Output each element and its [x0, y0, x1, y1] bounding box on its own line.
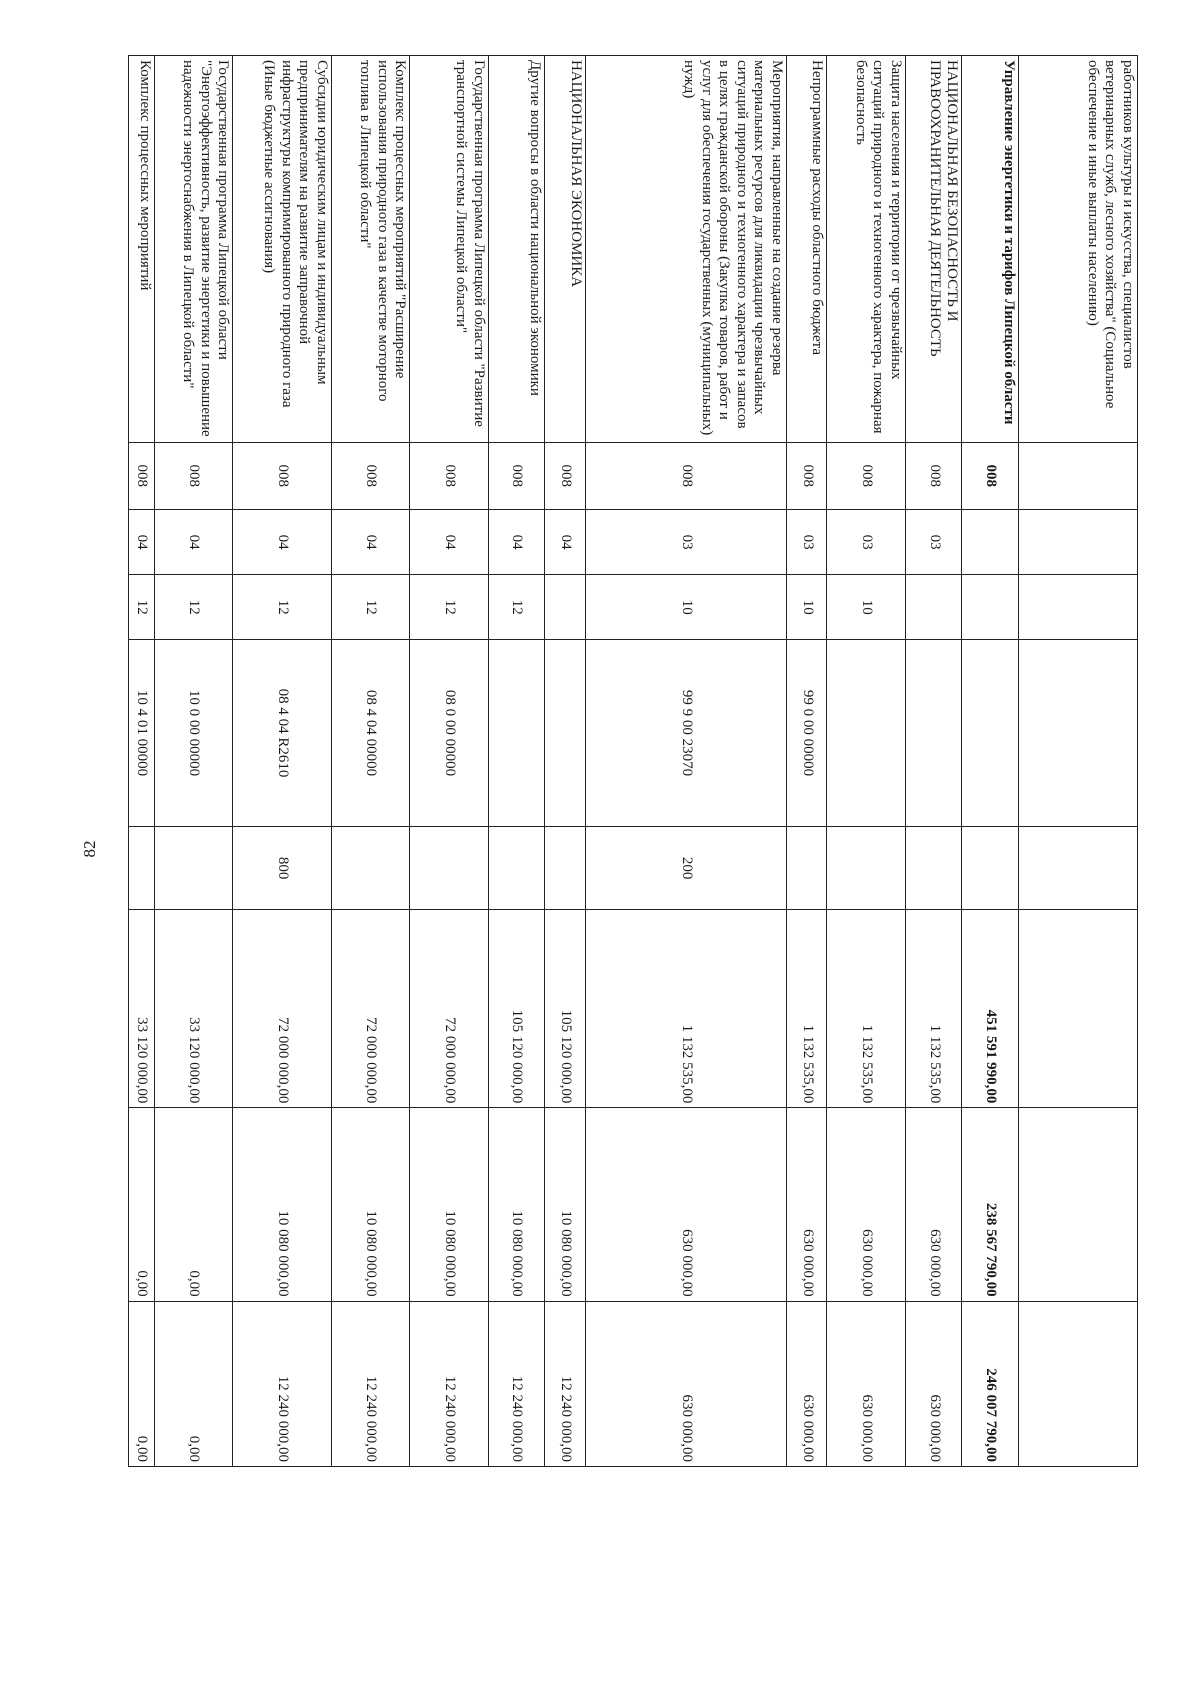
- subsection-code-cell: 12: [331, 575, 410, 640]
- section-code-cell: 04: [129, 510, 155, 575]
- amount-year2-cell: 238 567 790,00: [962, 1108, 1018, 1301]
- expense-type-cell: [1018, 826, 1137, 910]
- gr-code-cell: 008: [331, 442, 410, 510]
- amount-year2-cell: 630 000,00: [906, 1108, 962, 1301]
- table-row: [331, 56, 410, 1467]
- subsection-code-cell: 10: [585, 575, 786, 640]
- amount-year3-cell: 12 240 000,00: [488, 1301, 544, 1466]
- expense-type-cell: [545, 826, 586, 910]
- target-article-cell: 08 4 04 00000: [331, 640, 410, 826]
- page-number: 82: [80, 840, 99, 858]
- amount-year3-cell: 630 000,00: [585, 1301, 786, 1466]
- section-code-cell: 03: [585, 510, 786, 575]
- item-name-cell: Субсидии юридическим лицам и индивидуальным предпринимателям на развитие заправочной инфраструктуры компримированного природного газа (Иные бюджетные ассигнования): [233, 56, 331, 443]
- amount-year2-cell: 10 080 000,00: [233, 1108, 331, 1301]
- target-article-cell: 99 9 00 23070: [585, 640, 786, 826]
- subsection-code-cell: [1018, 575, 1137, 640]
- item-name-cell: НАЦИОНАЛЬНАЯ БЕЗОПАСНОСТЬ И ПРАВООХРАНИТЕЛЬНАЯ ДЕЯТЕЛЬНОСТЬ: [906, 56, 962, 443]
- subsection-code-cell: [906, 575, 962, 640]
- amount-year1-cell: 72 000 000,00: [410, 910, 489, 1108]
- expense-type-cell: [906, 826, 962, 910]
- section-code-cell: 04: [545, 510, 586, 575]
- rotated-page-content: [128, 55, 1138, 1467]
- gr-code-cell: [1018, 442, 1137, 510]
- amount-year1-cell: [1018, 910, 1137, 1108]
- amount-year3-cell: 630 000,00: [827, 1301, 906, 1466]
- amount-year1-cell: 1 132 535,00: [585, 910, 786, 1108]
- amount-year3-cell: 630 000,00: [906, 1301, 962, 1466]
- subsection-code-cell: 12: [488, 575, 544, 640]
- table-row: [827, 56, 906, 1467]
- gr-code-cell: 008: [585, 442, 786, 510]
- expense-type-cell: [786, 826, 827, 910]
- item-name-cell: Комплекс процессных мероприятий "Расширение использования природного газа в качестве моторного топлива в Липецкой области": [331, 56, 410, 443]
- subsection-code-cell: 12: [129, 575, 155, 640]
- budget-table-body: [129, 56, 1138, 1467]
- amount-year1-cell: 33 120 000,00: [154, 910, 233, 1108]
- amount-year1-cell: 1 132 535,00: [786, 910, 827, 1108]
- budget-table: [128, 55, 1138, 1467]
- section-code-cell: [1018, 510, 1137, 575]
- item-name-cell: Управление энергетики и тарифов Липецкой области: [962, 56, 1018, 443]
- section-code-cell: 04: [331, 510, 410, 575]
- section-code-cell: 04: [233, 510, 331, 575]
- expense-type-cell: 200: [585, 826, 786, 910]
- item-name-cell: Другие вопросы в области национальной экономики: [488, 56, 544, 443]
- amount-year2-cell: 0,00: [154, 1108, 233, 1301]
- section-code-cell: 04: [410, 510, 489, 575]
- subsection-code-cell: 10: [827, 575, 906, 640]
- expense-type-cell: [962, 826, 1018, 910]
- table-row: [1018, 56, 1137, 1467]
- section-code-cell: 04: [488, 510, 544, 575]
- expense-type-cell: 800: [233, 826, 331, 910]
- section-code-cell: 04: [154, 510, 233, 575]
- amount-year1-cell: 72 000 000,00: [233, 910, 331, 1108]
- target-article-cell: [545, 640, 586, 826]
- table-row: [906, 56, 962, 1467]
- amount-year1-cell: 105 120 000,00: [488, 910, 544, 1108]
- amount-year3-cell: [1018, 1301, 1137, 1466]
- item-name-cell: НАЦИОНАЛЬНАЯ ЭКОНОМИКА: [545, 56, 586, 443]
- gr-code-cell: 008: [488, 442, 544, 510]
- target-article-cell: [906, 640, 962, 826]
- expense-type-cell: [488, 826, 544, 910]
- amount-year3-cell: 0,00: [129, 1301, 155, 1466]
- amount-year3-cell: 246 007 790,00: [962, 1301, 1018, 1466]
- amount-year2-cell: 0,00: [129, 1108, 155, 1301]
- amount-year2-cell: 10 080 000,00: [488, 1108, 544, 1301]
- table-row: [585, 56, 786, 1467]
- gr-code-cell: 008: [545, 442, 586, 510]
- target-article-cell: [1018, 640, 1137, 826]
- target-article-cell: 99 0 00 00000: [786, 640, 827, 826]
- subsection-code-cell: [962, 575, 1018, 640]
- amount-year3-cell: 12 240 000,00: [331, 1301, 410, 1466]
- target-article-cell: 10 0 00 00000: [154, 640, 233, 826]
- amount-year1-cell: 105 120 000,00: [545, 910, 586, 1108]
- table-row: [786, 56, 827, 1467]
- section-code-cell: 03: [827, 510, 906, 575]
- table-row: [154, 56, 233, 1467]
- gr-code-cell: 008: [786, 442, 827, 510]
- item-name-cell: Государственная программа Липецкой области "Развитие транспортной системы Липецкой области": [410, 56, 489, 443]
- expense-type-cell: [410, 826, 489, 910]
- table-row: [962, 56, 1018, 1467]
- target-article-cell: 10 4 01 00000: [129, 640, 155, 826]
- amount-year2-cell: [1018, 1108, 1137, 1301]
- gr-code-cell: 008: [129, 442, 155, 510]
- subsection-code-cell: 10: [786, 575, 827, 640]
- amount-year1-cell: 33 120 000,00: [129, 910, 155, 1108]
- amount-year3-cell: 12 240 000,00: [233, 1301, 331, 1466]
- gr-code-cell: 008: [233, 442, 331, 510]
- target-article-cell: 08 4 04 R2610: [233, 640, 331, 826]
- item-name-cell: Комплекс процессных мероприятий: [129, 56, 155, 443]
- expense-type-cell: [154, 826, 233, 910]
- amount-year1-cell: 1 132 535,00: [827, 910, 906, 1108]
- section-code-cell: [962, 510, 1018, 575]
- target-article-cell: [488, 640, 544, 826]
- gr-code-cell: 008: [154, 442, 233, 510]
- amount-year2-cell: 630 000,00: [585, 1108, 786, 1301]
- amount-year1-cell: 1 132 535,00: [906, 910, 962, 1108]
- gr-code-cell: 008: [906, 442, 962, 510]
- target-article-cell: [962, 640, 1018, 826]
- subsection-code-cell: 12: [410, 575, 489, 640]
- amount-year3-cell: 12 240 000,00: [410, 1301, 489, 1466]
- subsection-code-cell: [545, 575, 586, 640]
- table-row: [233, 56, 331, 1467]
- amount-year2-cell: 10 080 000,00: [410, 1108, 489, 1301]
- table-row: [488, 56, 544, 1467]
- amount-year1-cell: 451 591 990,00: [962, 910, 1018, 1108]
- amount-year2-cell: 10 080 000,00: [545, 1108, 586, 1301]
- target-article-cell: 08 0 00 00000: [410, 640, 489, 826]
- amount-year2-cell: 630 000,00: [827, 1108, 906, 1301]
- target-article-cell: [827, 640, 906, 826]
- amount-year3-cell: 0,00: [154, 1301, 233, 1466]
- item-name-cell: Защита населения и территории от чрезвычайных ситуаций природного и техногенного характера, пожарная безопасность: [827, 56, 906, 443]
- item-name-cell: Государственная программа Липецкой области "Энергоэффективность, развитие энергетики и повышение надежности энергоснабжения в Липецкой области": [154, 56, 233, 443]
- table-row: [129, 56, 155, 1467]
- amount-year2-cell: 630 000,00: [786, 1108, 827, 1301]
- gr-code-cell: 008: [962, 442, 1018, 510]
- amount-year3-cell: 12 240 000,00: [545, 1301, 586, 1466]
- table-row: [410, 56, 489, 1467]
- item-name-cell: работников культуры и искусства, специалистов ветеринарных служб, лесного хозяйства" (Социальное обеспечение и иные выплаты населению): [1018, 56, 1137, 443]
- section-code-cell: 03: [786, 510, 827, 575]
- section-code-cell: 03: [906, 510, 962, 575]
- gr-code-cell: 008: [410, 442, 489, 510]
- item-name-cell: Мероприятия, направленные на создание резерва материальных ресурсов для ликвидации чрезвычайных ситуаций природного и техногенного характера и запасов в целях гражданской обороны (Закупка товаров, работ и услуг для обеспечения государственных (муниципальных) нужд): [585, 56, 786, 443]
- subsection-code-cell: 12: [233, 575, 331, 640]
- amount-year2-cell: 10 080 000,00: [331, 1108, 410, 1301]
- table-row: [545, 56, 586, 1467]
- expense-type-cell: [827, 826, 906, 910]
- expense-type-cell: [129, 826, 155, 910]
- amount-year1-cell: 72 000 000,00: [331, 910, 410, 1108]
- gr-code-cell: 008: [827, 442, 906, 510]
- subsection-code-cell: 12: [154, 575, 233, 640]
- amount-year3-cell: 630 000,00: [786, 1301, 827, 1466]
- expense-type-cell: [331, 826, 410, 910]
- item-name-cell: Непрограммные расходы областного бюджета: [786, 56, 827, 443]
